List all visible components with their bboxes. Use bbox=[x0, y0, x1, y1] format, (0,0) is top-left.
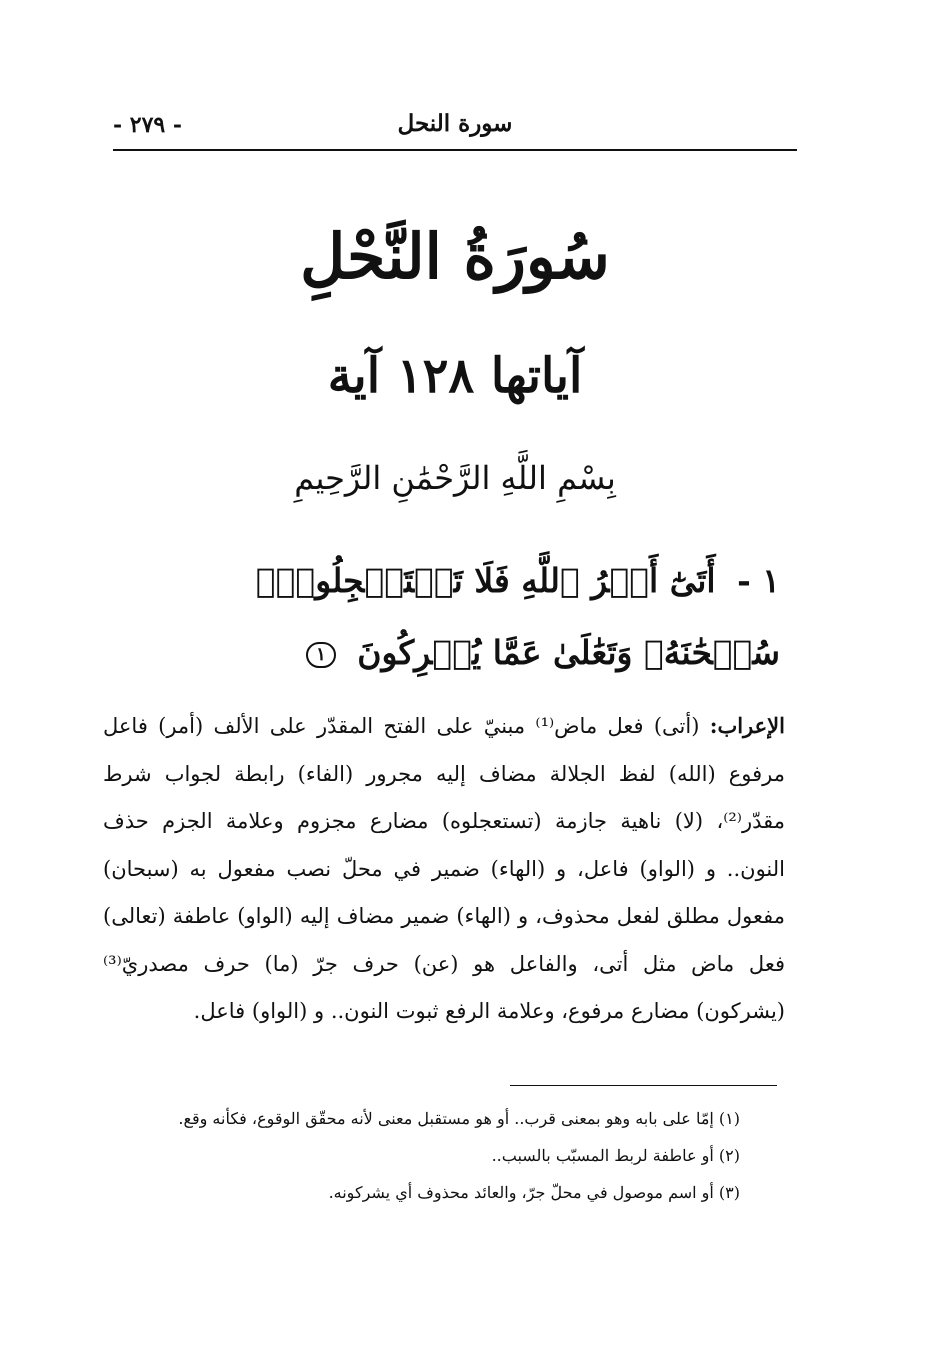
page-header bbox=[113, 104, 797, 144]
verse-text: أَتَىٰٓ أَمۡرُ ٱللَّهِ فَلَا تَسۡتَعۡجِلُوهُۚ سُبۡحَٰنَهُۥ وَتَعَٰلَىٰ عَمَّا يُشۡرِكُونَ bbox=[255, 561, 780, 672]
running-title: سورة النحل bbox=[397, 110, 513, 137]
verse-block bbox=[140, 545, 780, 689]
surah-title: سُورَةُ النَّحْلِ bbox=[300, 220, 610, 293]
ayat-count: آياتها ١٢٨ آية bbox=[327, 348, 583, 404]
footnote-3: (٣) أو اسم موصول في محلّ جرّ، والعائد محذوف أي يشركونه. bbox=[328, 1183, 740, 1202]
header-rule bbox=[113, 149, 797, 151]
page-number: - ٢٧٩ - bbox=[113, 112, 183, 138]
irab-paragraph bbox=[103, 702, 785, 1036]
basmala: بِسْمِ اللَّهِ الرَّحْمَٰنِ الرَّحِيمِ bbox=[294, 459, 616, 497]
footnote-2: (٢) أو عاطفة لربط المسبّب بالسبب.. bbox=[491, 1146, 740, 1165]
irab-text: (أتى) فعل ماض⁽¹⁾ مبنيّ على الفتح المقدّر على الألف (أمر) فاعل مرفوع (الله) لفظ الجلالة مضاف إليه مجرور (الفاء) رابطة لجواب شرط مقدّر⁽²⁾، (لا) ناهية جازمة (تستعجلوه) مضارع مجزوم وعلامة الجزم حذف النون.. و (الواو) فاعل، و (الهاء) ضمير في محلّ نصب مفعول به (سبحان) مفعول مطلق لفعل محذوف، و (الهاء) ضمير مضاف إليه (الواو) عاطفة (تعالى) فعل ماض مثل أتى، والفاعل هو (عن) حرف جرّ (ما) حرف مصدريّ⁽³⁾ (يشركون) مضارع مرفوع، وعلامة الرفع ثبوت النون.. و (الواو) فاعل. bbox=[103, 714, 785, 1023]
ayah-end-marker: ١ bbox=[306, 642, 336, 668]
verse-number: ١ - bbox=[737, 561, 780, 600]
irab-label: الإعراب: bbox=[709, 713, 785, 738]
footnote-rule bbox=[510, 1085, 777, 1086]
footnotes bbox=[120, 1100, 740, 1211]
footnote-1: (١) إمّا على بابه وهو بمعنى قرب.. أو هو مستقبل معنى لأنه محقّق الوقوع، فكأنه وقع. bbox=[178, 1109, 740, 1128]
